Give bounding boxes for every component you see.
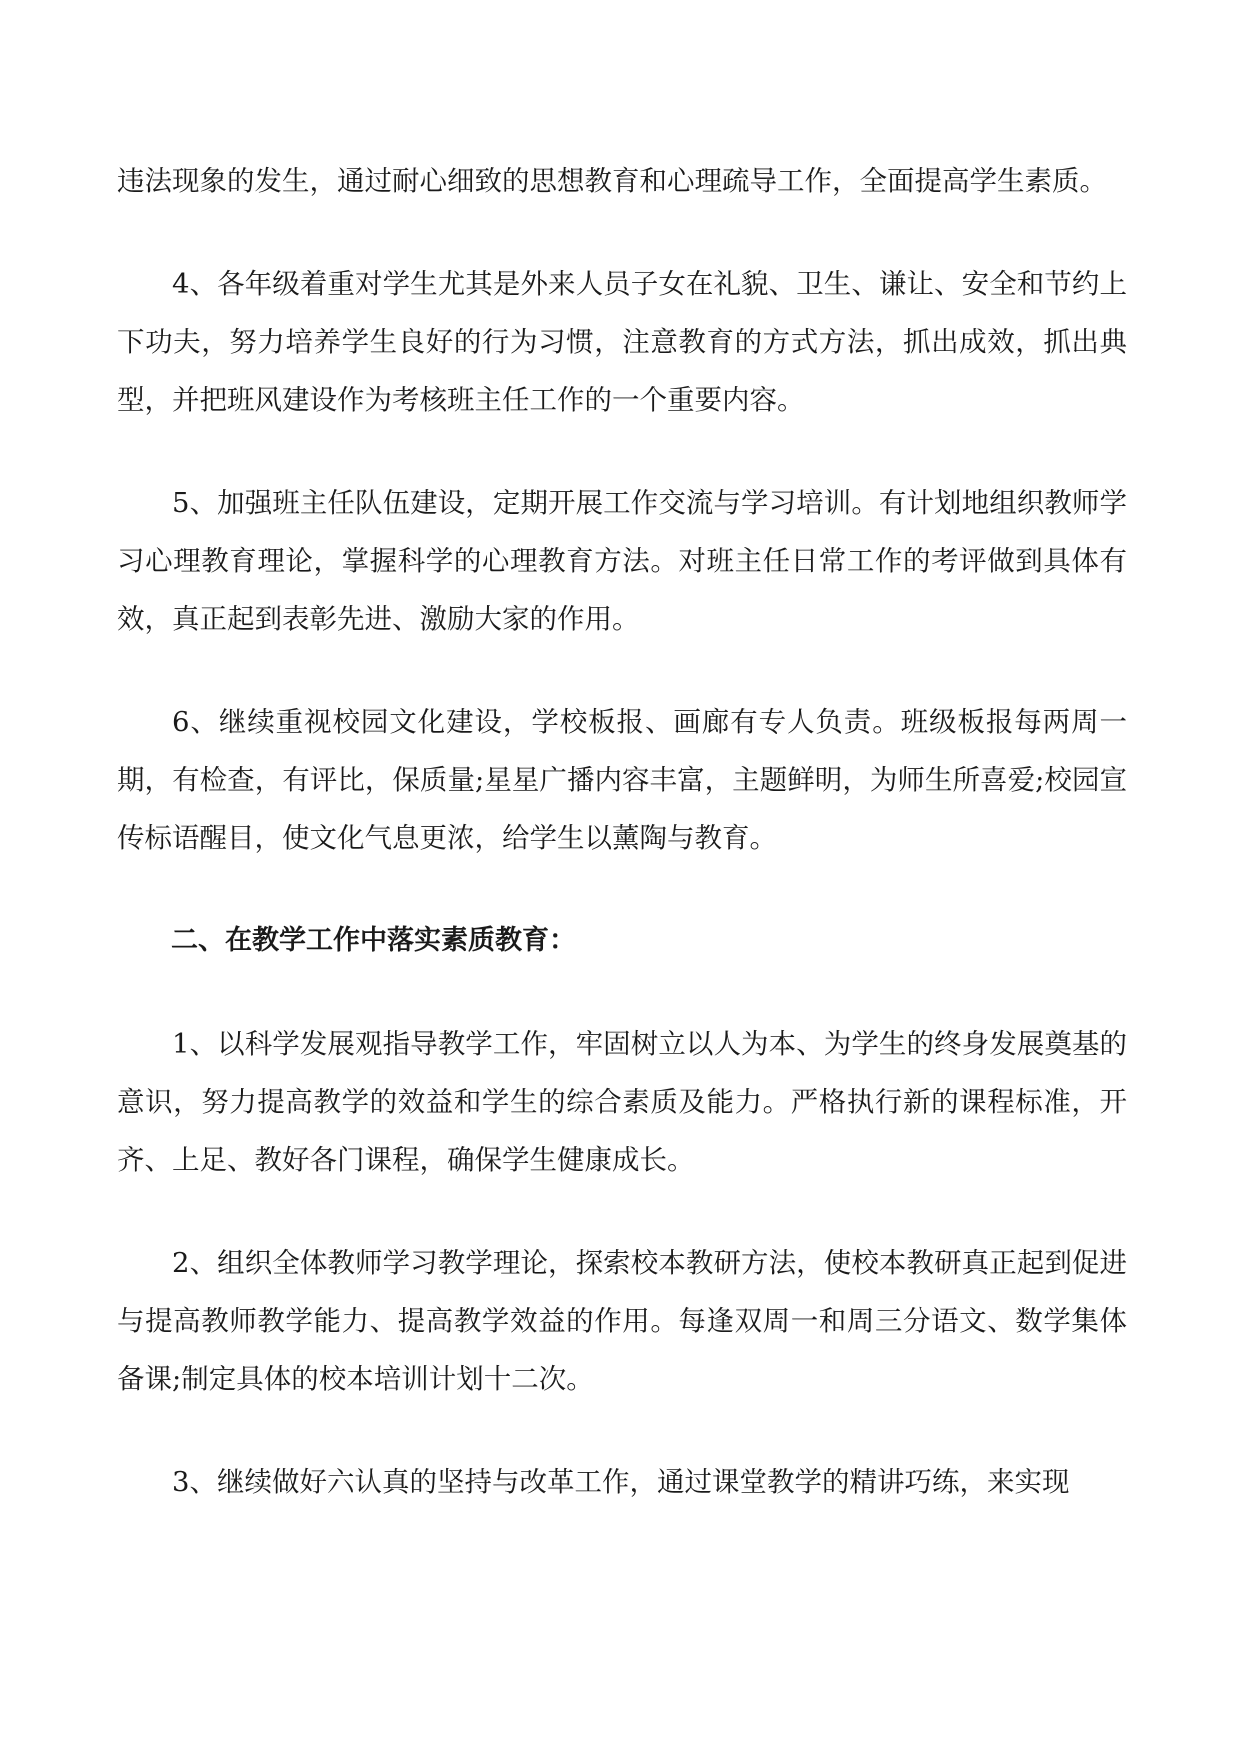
paragraph-teaching-3: 3、继续做好六认真的坚持与改革工作，通过课堂教学的精讲巧练，来实现 (172, 1466, 1070, 1498)
paragraph-item-4: 4、各年级着重对学生尤其是外来人员子女在礼貌、卫生、谦让、安全和节约上下功夫，努力培养学生良好的行为习惯，注意教育的方式方法，抓出成效，抓出典型，并把班风建设作为考核班主任工作的一个重要内容。 (117, 268, 1127, 416)
paragraph-item-5: 5、加强班主任队伍建设，定期开展工作交流与学习培训。有计划地组织教师学习心理教育理论，掌握科学的心理教育方法。对班主任日常工作的考评做到具体有效，真正起到表彰先进、激励大家的作用。 (117, 487, 1127, 635)
paragraph-teaching-1: 1、以科学发展观指导教学工作，牢固树立以人为本、为学生的终身发展奠基的意识，努力提高教学的效益和学生的综合素质及能力。严格执行新的课程标准，开齐、上足、教好各门课程，确保学生健康成长。 (117, 1028, 1127, 1176)
paragraph-continuation: 违法现象的发生，通过耐心细致的思想教育和心理疏导工作，全面提高学生素质。 (117, 165, 1107, 197)
document-body (117, 152, 1127, 1511)
paragraph-teaching-2: 2、组织全体教师学习教学理论，探索校本教研方法，使校本教研真正起到促进与提高教师教学能力、提高教学效益的作用。每逢双周一和周三分语文、数学集体备课;制定具体的校本培训计划十二次。 (117, 1247, 1127, 1395)
section-heading: 二、在教学工作中落实素质教育： (171, 925, 576, 956)
paragraph-item-6: 6、继续重视校园文化建设，学校板报、画廊有专人负责。班级板报每两周一期，有检查，有评比，保质量;星星广播内容丰富，主题鲜明，为师生所喜爱;校园宣传标语醒目，使文化气息更浓，给学生以薰陶与教育。 (117, 706, 1127, 854)
